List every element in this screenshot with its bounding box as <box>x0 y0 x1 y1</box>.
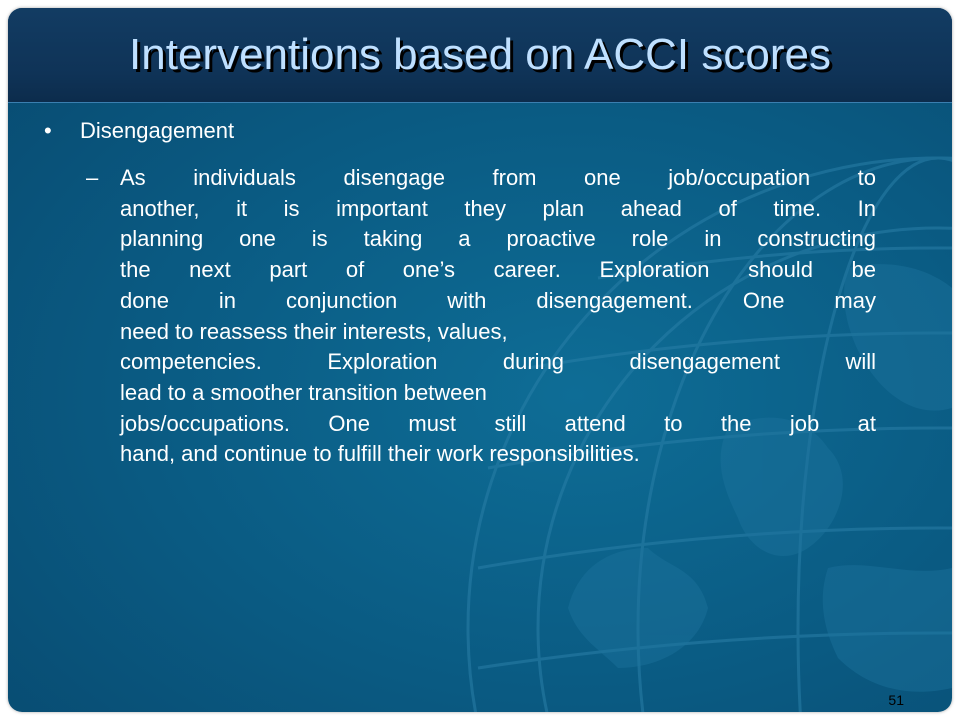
sub-bullet-line: planning one is taking a proactive role in constructing <box>120 226 876 252</box>
sub-bullet-marker: – <box>86 165 99 190</box>
bullet-label: Disengagement <box>80 118 235 143</box>
slide-title: Interventions based on ACCI scores <box>129 30 831 79</box>
sub-bullet-line: As individuals disengage from one job/occupation to <box>120 165 876 190</box>
sub-bullet-line: need to reassess their interests, values, <box>120 318 508 344</box>
sub-bullet-line: jobs/occupations. One must still attend to the job at <box>120 410 876 436</box>
sub-bullet-line: the next part of one’s career. Exploration should be <box>120 257 876 283</box>
sub-bullet-line: lead to a smoother transition between <box>120 379 487 405</box>
slide <box>8 8 952 712</box>
slide-content <box>8 8 952 712</box>
page-number: 51 <box>888 692 904 708</box>
sub-bullet-line: hand, and continue to fulfill their work responsibilities. <box>120 441 640 467</box>
sub-bullet-line: done in conjunction with disengagement. One may <box>120 287 876 313</box>
bullet-item <box>44 118 234 144</box>
bullet-marker: • <box>44 118 52 143</box>
sub-bullet-text <box>120 163 876 470</box>
sub-bullet-line: another, it is important they plan ahead of time. In <box>120 195 876 221</box>
sub-bullet-line: competencies. Exploration during disengagement will <box>120 349 876 375</box>
